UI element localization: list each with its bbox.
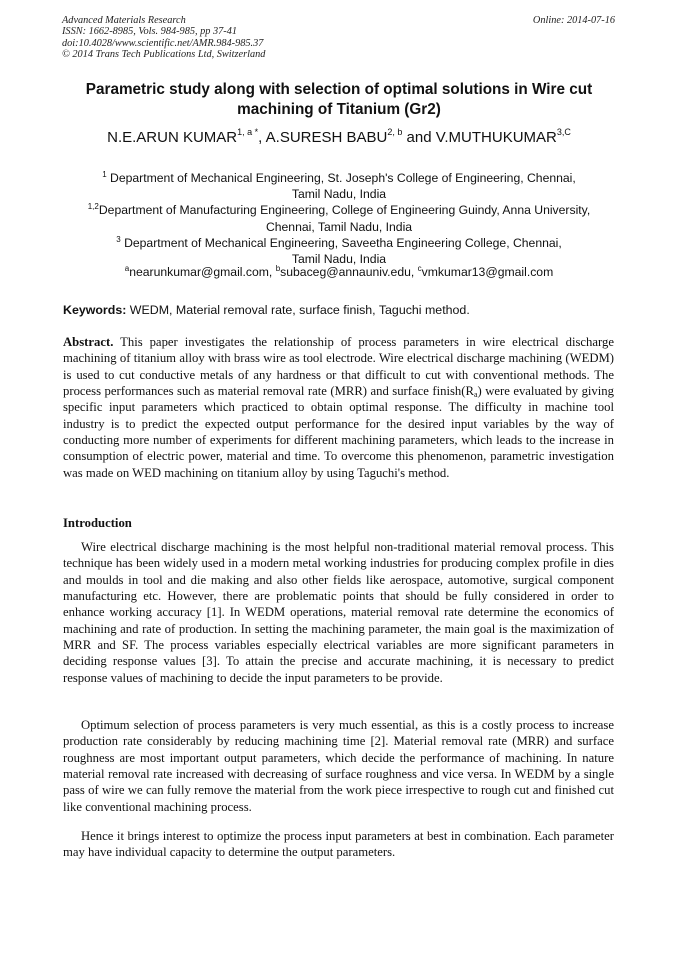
intro-paragraph-3: Hence it brings interest to optimize the process input parameters at best in combination. Each parameter may have individual capacity to determine the output parameters. xyxy=(63,829,614,860)
author-superscript: 1, a * xyxy=(237,127,259,137)
email-separator: , xyxy=(410,265,418,279)
affiliation-superscript: 1,2 xyxy=(87,202,99,212)
affiliation-line: Chennai, Tamil Nadu, India xyxy=(265,219,413,234)
email-link[interactable]: subaceg@annauniv.edu xyxy=(280,265,411,279)
email-superscript: a xyxy=(124,264,130,273)
abstract-text: This paper investigates the relationship of process parameters in wire electrical discharge machining of titanium alloy with brass wire as tool electrode. Wire electrical discharge machining (WEDM) is used to cut conductive metals of any hardness or that difficult to cut with conventional methods. The process performances such as material removal rate (MRR) and surface finish(R xyxy=(63,335,614,399)
email-list xyxy=(40,264,638,280)
intro-paragraph-1: Wire electrical discharge machining is the most helpful non-traditional material removal process. This technique has been widely used in a modern metal working industries for producing complex profile in dies and moulds in tool and die making and also other fields like aerospace, automotive, surgical component manufacturing etc. However, there are problematic points that should be fully considered in order to enhance working accuracy [1]. In WEDM operations, material removal rate determine the economics of machining and rate of production. In setting the machining parameter, the main goal is the maximization of MRR and SF. The process variables especially electrical variables are more significant parameters in deciding response values [3]. To attain the precise and accurate machining, it is necessary to predict response values of machining to decide the input parameters to be provide. xyxy=(63,540,614,685)
doi-line: doi:10.4028/www.scientific.net/AMR.984-985.37 xyxy=(62,37,264,49)
section-heading-introduction: Introduction xyxy=(63,516,132,530)
affiliations xyxy=(50,170,628,267)
author-name: A.SURESH BABU xyxy=(265,129,388,146)
email-separator: , xyxy=(268,265,276,279)
intro-paragraph-2: Optimum selection of process parameters is very much essential, as this is a costly process to increase production rate considerably by reducing machining time [2]. Material removal rate (MRR) and surface roughness are most important output parameters, which decide the performance of machining. In nature material removal rate increased with decreasing of surface roughness and vice versa. In WEDM by a single pass of wire we can fully remove the material from the work piece irrespective to rough cut and finished cut like conventional machining process. xyxy=(63,718,614,814)
author-list xyxy=(30,128,648,148)
email-superscript: b xyxy=(275,264,281,273)
author-superscript: 2, b xyxy=(387,127,403,137)
affiliation-line: Department of Mechanical Engineering, Saveetha Engineering College, Chennai, xyxy=(124,235,562,250)
online-date: Online: 2014-07-16 xyxy=(532,15,615,26)
abstract-label: Abstract. xyxy=(63,335,114,349)
affiliation-superscript: 1 xyxy=(102,170,107,179)
abstract-text-continued: ) were evaluated by giving specific input parameters which practiced to obtain optimal response. The difficulty in machine tool industry is to predict the expected output performance for the desired input variables by the way of conducting more number of experiments for different machining parameters, which leads to the increase in consumption of electric power, material and time. To overcome this phenomenon, parametric investigation was made on WED machining on titanium alloy by using Taguchi's method. xyxy=(63,384,614,480)
paper-title xyxy=(40,80,638,119)
affiliation-line: Department of Mechanical Engineering, St. Joseph's College of Engineering, Chennai, xyxy=(110,171,576,185)
author-superscript: 3,C xyxy=(556,127,571,137)
affiliation-superscript: 3 xyxy=(116,234,121,244)
affiliation-line: Department of Manufacturing Engineering, College of Engineering Guindy, Anna University, xyxy=(98,203,591,218)
author-name: V.MUTHUKUMAR xyxy=(435,129,557,146)
author-separator: , xyxy=(258,129,266,146)
journal-name: Advanced Materials Research xyxy=(62,15,186,26)
keywords-text: WEDM, Material removal rate, surface finish, Taguchi method. xyxy=(126,303,470,317)
affiliation-line: Tamil Nadu, India xyxy=(291,187,387,202)
affiliation-line: Tamil Nadu, India xyxy=(291,252,387,267)
journal-header xyxy=(62,15,265,60)
copyright-line: © 2014 Trans Tech Publications Ltd, Switzerland xyxy=(62,48,266,60)
issn-line: ISSN: 1662-8985, Vols. 984-985, pp 37-41 xyxy=(62,26,238,38)
abstract xyxy=(63,334,614,481)
email-link[interactable]: nearunkumar@gmail.com xyxy=(129,265,269,279)
title-line-2: machining of Titanium (Gr2) xyxy=(237,100,441,118)
keywords-label: Keywords: xyxy=(63,303,127,317)
email-link[interactable]: vmkumar13@gmail.com xyxy=(421,265,554,279)
affiliation-1 xyxy=(50,170,628,202)
title-line-1: Parametric study along with selection of optimal solutions in Wire cut xyxy=(85,81,593,98)
abstract-subscript: a xyxy=(473,390,478,400)
affiliation-2 xyxy=(50,202,628,234)
keywords xyxy=(63,302,618,318)
email-superscript: c xyxy=(417,264,422,273)
affiliation-3 xyxy=(50,235,628,267)
author-name: N.E.ARUN KUMAR xyxy=(107,129,238,146)
author-separator: and xyxy=(402,129,436,146)
